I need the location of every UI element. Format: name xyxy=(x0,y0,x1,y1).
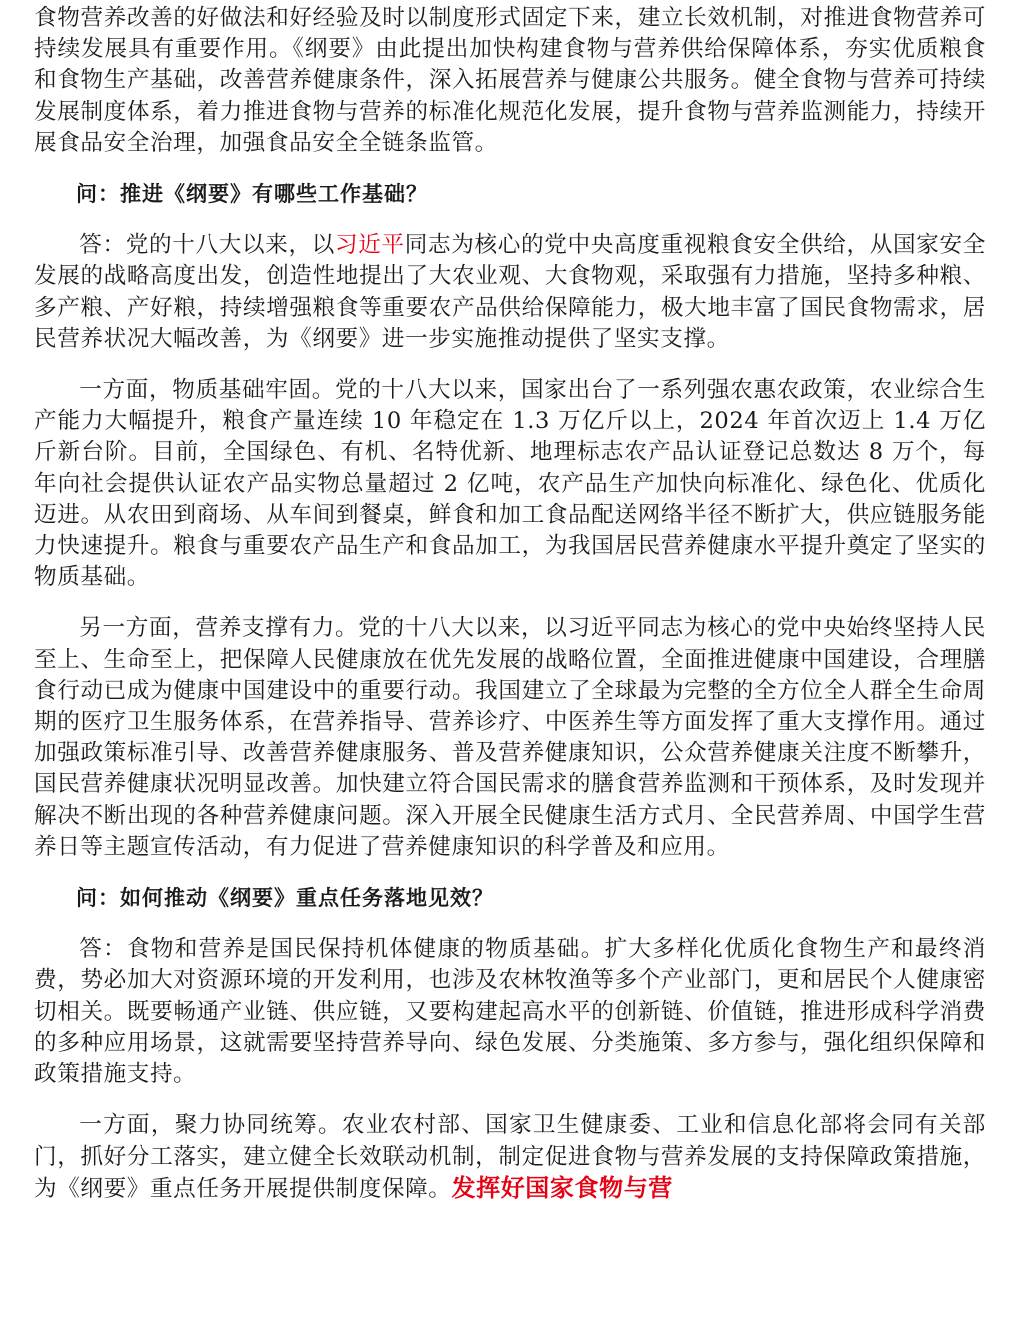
answer-1-prefix: 答：党的十八大以来，以 xyxy=(79,232,335,259)
answer-2: 答：食物和营养是国民保持机体健康的物质基础。扩大多样化优质化食物生产和最终消费，势必加大对资源环境的开发利用，也涉及农林牧渔等多个产业部门，更和居民个人健康密切相关。既要畅通产业链、供应链，又要构建起高水平的创新链、价值链，推进形成科学消费的多种应用场景，这就需要坚持营养导向、绿色发展、分类施策、多方参与，强化组织保障和政策措施支持。 xyxy=(34,936,986,1088)
leader-name-link[interactable]: 习近平 xyxy=(334,232,405,259)
paragraph-coordination xyxy=(34,1110,986,1205)
article-body xyxy=(34,0,986,1225)
answer-1-suffix: 同志为核心的党中央高度重视粮食安全供给，从国家安全发展的战略高度出发，创造性地提出了大农业观、大食物观，采取强有力措施，坚持多种粮、多产粮、产好粮，持续增强粮食等重要农产品供给保障能力，极大地丰富了国民食物需求，居民营养状况大幅改善，为《纲要》进一步实施推动提供了坚实支撑。 xyxy=(34,232,986,352)
paragraph-material-basis: 一方面，物质基础牢固。党的十八大以来，国家出台了一系列强农惠农政策，农业综合生产能力大幅提升，粮食产量连续 10 年稳定在 1.3 万亿斤以上，2024 年首次迈上 1.4 万亿斤新台阶。目前，全国绿色、有机、名特优新、地理标志农产品认证登记总数达 8 万个，每年向社会提供认证农产品实物总量超过 2 亿吨，农产品生产加快向标准化、绿色化、优质化迈进。从农田到商场、从车间到餐桌，鲜食和加工食品配送网络半径不断扩大，供应链服务能力快速提升。粮食与重要农产品生产和食品加工，为我国居民营养健康水平提升奠定了坚实的物质基础。 xyxy=(34,377,986,591)
paragraph-coordination-text: 一方面，聚力协同统筹。农业农村部、国家卫生健康委、工业和信息化部将会同有关部门，抓好分工落实，建立健全长效联动机制，制定促进食物与营养发展的支持保障政策措施，为《纲要》重点任务开展提供制度保障。 xyxy=(34,1112,986,1202)
paragraph-nutrition-support: 另一方面，营养支撑有力。党的十八大以来，以习近平同志为核心的党中央始终坚持人民至上、生命至上，把保障人民健康放在优先发展的战略位置，全面推进健康中国建设，合理膳食行动已成为健康中国建设中的重要行动。我国建立了全球最为完整的全方位全人群全生命周期的医疗卫生服务体系，在营养指导、营养诊疗、中医养生等方面发挥了重大支撑作用。通过加强政策标准引导、改善营养健康服务、普及营养健康知识，公众营养健康关注度不断攀升，国民营养健康状况明显改善。加快建立符合国民需求的膳食营养监测和干预体系，及时发现并解决不断出现的各种营养健康问题。深入开展全民健康生活方式月、全民营养周、中国学生营养日等主题宣传活动，有力促进了营养健康知识的科学普及和应用。 xyxy=(34,615,986,860)
paragraph-intro: 食物营养改善的好做法和好经验及时以制度形式固定下来，建立长效机制，对推进食物营养可持续发展具有重要作用。《纲要》由此提出加快构建食物与营养供给保障体系，夯实优质粮食和食物生产基础，改善营养健康条件，深入拓展营养与健康公共服务。健全食物与营养可持续发展制度体系，着力推进食物与营养的标准化规范化发展，提升食物与营养监测能力，持续开展食品安全治理，加强食品安全全链条监管。 xyxy=(34,5,986,156)
answer-1 xyxy=(34,230,986,355)
question-1: 问：推进《纲要》有哪些工作基础？ xyxy=(76,182,428,207)
question-2: 问：如何推动《纲要》重点任务落地见效？ xyxy=(76,886,494,911)
inline-highlight: 发挥好国家食物与营 xyxy=(451,1173,673,1202)
